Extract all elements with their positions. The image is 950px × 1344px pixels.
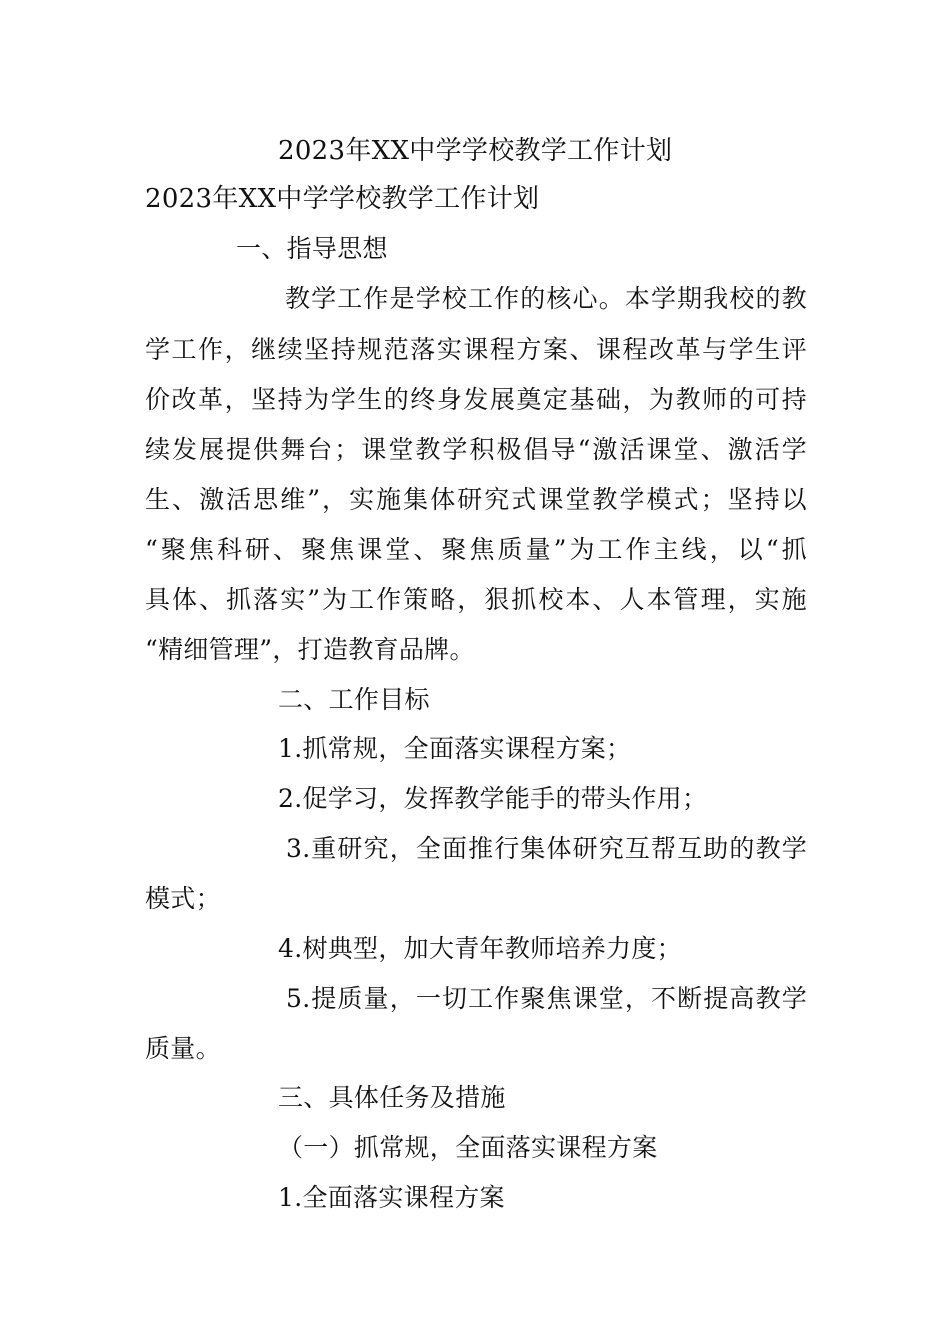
document-title: 2023年XX中学学校教学工作计划 [145,184,540,214]
paragraph-line: 生、激活思维”，实施集体研究式课堂教学模式；坚持以 [145,485,807,514]
goal-item-5-continued: 质量。 [145,1034,221,1063]
paragraph-line: 具体、抓落实”为工作策略，狠抓校本、人本管理，实施 [145,585,807,614]
paragraph-line: 教学工作是学校工作的核心。本学期我校的教 [285,284,807,313]
section-heading-work-goals: 二、工作目标 [278,685,430,714]
goal-item-2: 2.促学习，发挥教学能手的带头作用； [278,784,708,813]
goal-item-4: 4.树典型，加大青年教师培养力度； [278,934,682,963]
subsection-heading-1: （一）抓常规，全面落实课程方案 [278,1133,658,1162]
paragraph-line: 续发展提供舞台；课堂教学积极倡导“激活课堂、激活学 [145,435,807,464]
paragraph-line: 价改革，坚持为学生的终身发展奠定基础，为教师的可持 [145,385,807,414]
task-item-1: 1.全面落实课程方案 [278,1183,505,1212]
paragraph-line: “精细管理”，打造教育品牌。 [145,635,475,664]
goal-item-3: 3.重研究，全面推行集体研究互帮互助的教学 [286,834,807,863]
goal-item-3-continued: 模式； [145,884,221,913]
section-heading-guiding-ideology: 一、指导思想 [236,234,388,263]
paragraph-line: “聚焦科研、聚焦课堂、聚焦质量”为工作主线，以“抓 [145,535,807,564]
goal-item-1: 1.抓常规，全面落实课程方案； [278,734,632,763]
document-title-centered: 2023年XX中学学校教学工作计划 [278,136,673,166]
section-heading-tasks-measures: 三、具体任务及措施 [278,1083,506,1112]
paragraph-line: 学工作，继续坚持规范落实课程方案、课程改革与学生评 [145,335,807,364]
goal-item-5: 5.提质量，一切工作聚焦课堂，不断提高教学 [286,984,807,1013]
